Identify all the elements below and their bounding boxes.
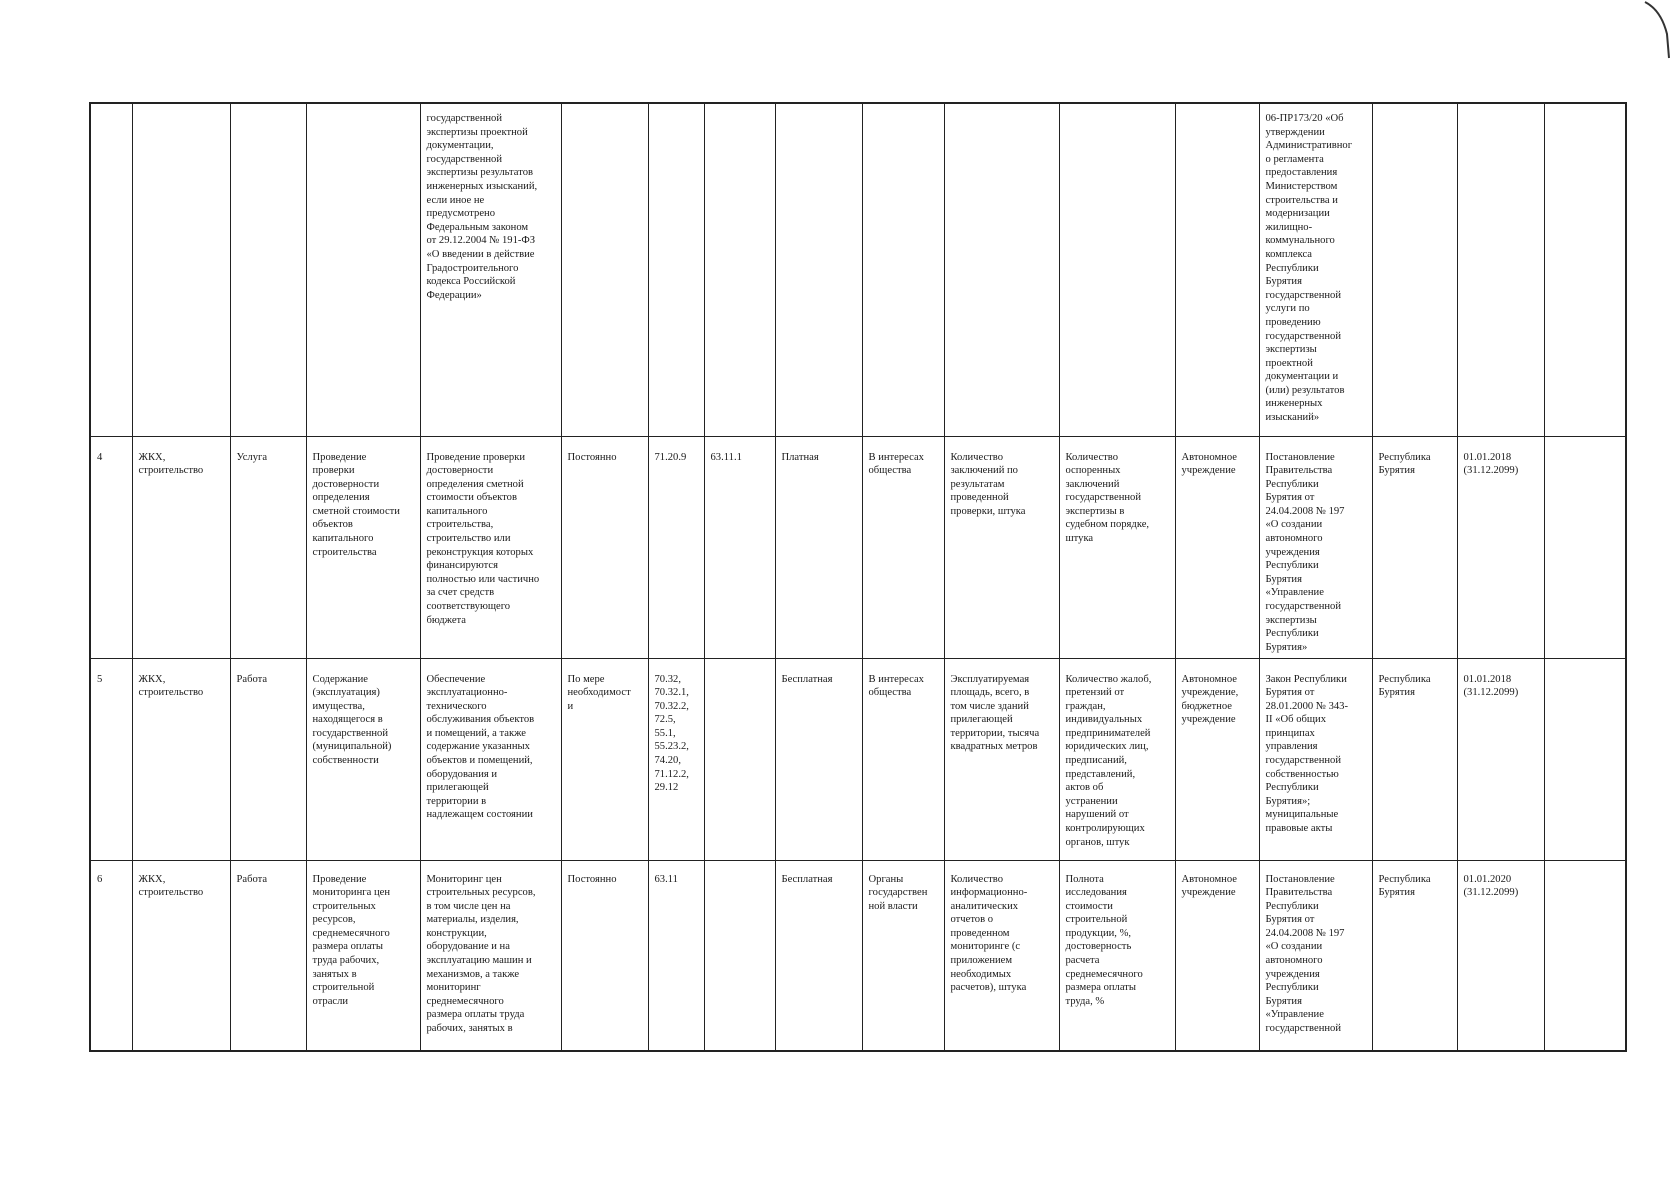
cell-okpd: 63.11.1 — [704, 436, 775, 658]
cell-quality-indicator: Количество жалоб, претензий от граждан, индивидуальных предпринимателей юридических лиц, предписаний, представлений, актов об устранении нарушений от контролирующих органов, штук — [1059, 658, 1175, 860]
cell-paid: Бесплатная — [775, 658, 862, 860]
cell-quality-indicator: Полнота исследования стоимости строительной продукции, %, достоверность расчета среднемесячного размера оплаты труда, % — [1059, 860, 1175, 1051]
cell-consumers: В интересах общества — [862, 658, 944, 860]
cell-volume-indicator: Количество информационно- аналитических отчетов о проведенном мониторинге (с приложением необходимых расчетов), штука — [944, 860, 1059, 1051]
cell-legal-basis: 06-ПР173/20 «Об утверждении Административног о регламента предоставления Министерством строительства и модернизации жилищно- коммунального комплекса Республики Бурятия государственной услуги по проведению государственной экспертизы проектной документации и (или) результатов инженерных изысканий» — [1259, 103, 1372, 436]
cell-content: Мониторинг цен строительных ресурсов, в том числе цен на материалы, изделия, конструкции, оборудование и на эксплуатацию машин и механизмов, а также мониторинг среднемесячного размера оплаты труда рабочих, занятых в — [420, 860, 561, 1051]
cell-quality-indicator: Количество оспоренных заключений государственной экспертизы в судебном порядке, штука — [1059, 436, 1175, 658]
cell-legal-basis: Постановление Правительства Республики Бурятия от 24.04.2008 № 197 «О создании автономного учреждения Республики Бурятия «Управление государственной экспертизы Республики Бурятия» — [1259, 436, 1372, 658]
cell-extra — [1544, 103, 1626, 436]
cell-num: 5 — [90, 658, 132, 860]
cell-consumers: Органы государствен ной власти — [862, 860, 944, 1051]
cell-content: государственной экспертизы проектной документации, государственной экспертизы результатов инженерных изысканий, если иное не предусмотрено Федеральным законом от 29.12.2004 № 191-ФЗ «О введении в действие Градостроительного кодекса Российской Федерации» — [420, 103, 561, 436]
table-row — [90, 103, 1626, 436]
table-row — [90, 860, 1626, 1051]
cell-institution-type — [1175, 103, 1259, 436]
cell-okved — [648, 103, 704, 436]
cell-volume-indicator: Количество заключений по результатам проведенной проверки, штука — [944, 436, 1059, 658]
cell-extra — [1544, 860, 1626, 1051]
cell-dates: 01.01.2018 (31.12.2099) — [1457, 436, 1544, 658]
cell-paid — [775, 103, 862, 436]
cell-content: Обеспечение эксплуатационно- технического обслуживания объектов и помещений, а также содержание указанных объектов и помещений, оборудования и прилегающей территории в надлежащем состоянии — [420, 658, 561, 860]
scan-edge-mark — [1643, 0, 1671, 60]
cell-okved: 71.20.9 — [648, 436, 704, 658]
cell-period: Постоянно — [561, 436, 648, 658]
cell-institution-type: Автономное учреждение — [1175, 860, 1259, 1051]
cell-type — [230, 103, 306, 436]
cell-paid: Бесплатная — [775, 860, 862, 1051]
cell-dates — [1457, 103, 1544, 436]
cell-consumers — [862, 103, 944, 436]
cell-founder: Республика Бурятия — [1372, 860, 1457, 1051]
cell-founder — [1372, 103, 1457, 436]
cell-extra — [1544, 658, 1626, 860]
cell-sphere: ЖКХ, строительство — [132, 860, 230, 1051]
cell-dates: 01.01.2020 (31.12.2099) — [1457, 860, 1544, 1051]
cell-sphere: ЖКХ, строительство — [132, 658, 230, 860]
cell-content: Проведение проверки достоверности определения сметной стоимости объектов капитального строительства, строительство или реконструкция которых финансируются полностью или частично за счет средств соответствующего бюджета — [420, 436, 561, 658]
cell-founder: Республика Бурятия — [1372, 658, 1457, 860]
cell-institution-type: Автономное учреждение — [1175, 436, 1259, 658]
cell-period: Постоянно — [561, 860, 648, 1051]
cell-okpd — [704, 860, 775, 1051]
cell-okved: 70.32, 70.32.1, 70.32.2, 72.5, 55.1, 55.23.2, 74.20, 71.12.2, 29.12 — [648, 658, 704, 860]
cell-period — [561, 103, 648, 436]
cell-dates: 01.01.2018 (31.12.2099) — [1457, 658, 1544, 860]
cell-num: 4 — [90, 436, 132, 658]
cell-legal-basis: Закон Республики Бурятия от 28.01.2000 № 343- II «Об общих принципах управления государственной собственностью Республики Бурятия»; муниципальные правовые акты — [1259, 658, 1372, 860]
cell-paid: Платная — [775, 436, 862, 658]
cell-type: Работа — [230, 860, 306, 1051]
cell-name — [306, 103, 420, 436]
table-row — [90, 658, 1626, 860]
cell-okpd — [704, 103, 775, 436]
services-register-table — [89, 102, 1627, 1052]
cell-legal-basis: Постановление Правительства Республики Бурятия от 24.04.2008 № 197 «О создании автономного учреждения Республики Бурятия «Управление государственной — [1259, 860, 1372, 1051]
cell-okpd — [704, 658, 775, 860]
cell-quality-indicator — [1059, 103, 1175, 436]
cell-volume-indicator: Эксплуатируемая площадь, всего, в том числе зданий прилегающей территории, тысяча квадратных метров — [944, 658, 1059, 860]
cell-institution-type: Автономное учреждение, бюджетное учреждение — [1175, 658, 1259, 860]
cell-num — [90, 103, 132, 436]
cell-founder: Республика Бурятия — [1372, 436, 1457, 658]
table-row — [90, 436, 1626, 658]
cell-name: Проведение мониторинга цен строительных ресурсов, среднемесячного размера оплаты труда рабочих, занятых в строительной отрасли — [306, 860, 420, 1051]
cell-volume-indicator — [944, 103, 1059, 436]
cell-sphere: ЖКХ, строительство — [132, 436, 230, 658]
cell-name: Проведение проверки достоверности определения сметной стоимости объектов капитального строительства — [306, 436, 420, 658]
cell-type: Услуга — [230, 436, 306, 658]
cell-sphere — [132, 103, 230, 436]
cell-period: По мере необходимост и — [561, 658, 648, 860]
cell-consumers: В интересах общества — [862, 436, 944, 658]
cell-name: Содержание (эксплуатация) имущества, находящегося в государственной (муниципальной) собственности — [306, 658, 420, 860]
cell-type: Работа — [230, 658, 306, 860]
cell-extra — [1544, 436, 1626, 658]
cell-num: 6 — [90, 860, 132, 1051]
cell-okved: 63.11 — [648, 860, 704, 1051]
